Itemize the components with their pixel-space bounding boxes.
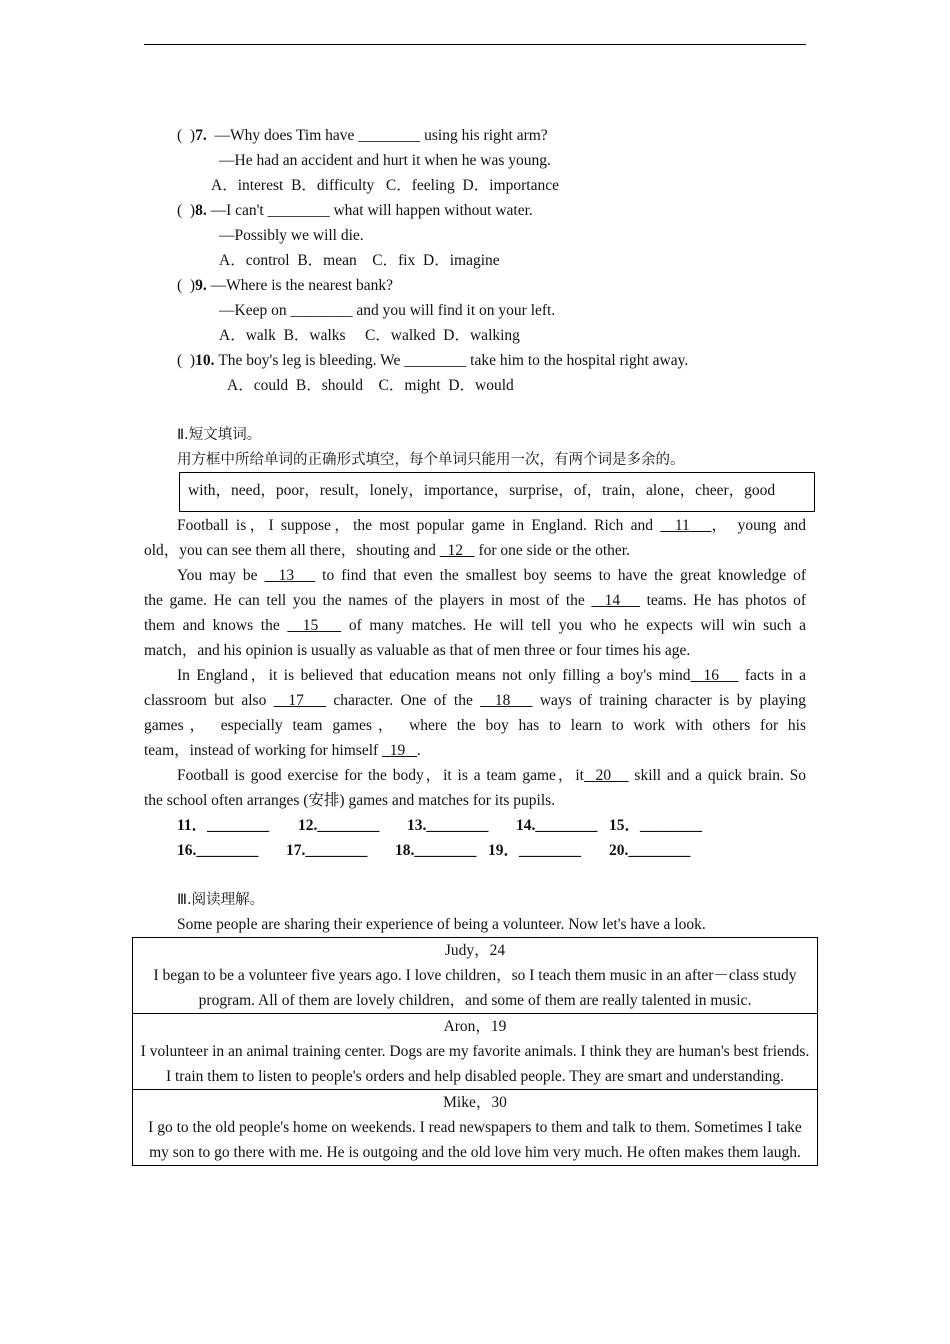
word-box (179, 472, 815, 512)
volunteer-name: Mike，30 (443, 1094, 507, 1111)
blank-19[interactable]: 19 (389, 742, 406, 759)
answer-blank-18[interactable]: 18.________ (395, 842, 477, 859)
question-8: ( )8. —I can't ________ what will happen without water. (177, 202, 533, 219)
passage-line: In England，it is believed that education means not only filling a boy's mind 16 facts in a (177, 667, 807, 684)
answer-blank-17[interactable]: 17.________ (286, 842, 368, 859)
question-8-options: A．control B．mean C．fix D．imagine (219, 252, 500, 269)
blank-17[interactable]: 17 (288, 692, 304, 709)
volunteer-name: Judy，24 (444, 942, 506, 959)
passage-line: classroom but also 17 character. One of the 18 ways of training character is by playing (144, 692, 807, 709)
passage-line: Football is，I suppose，the most popular game in England. Rich and 11 ， young and (177, 517, 806, 534)
passage-line: Football is good exercise for the body，it is a team game，it 20 skill and a quick brain. So (177, 767, 807, 784)
question-10: ( )10. The boy's leg is bleeding. We ________ take him to the hospital right away. (177, 352, 689, 369)
volunteer-text: I began to be a volunteer five years ago. I love children，so I teach them music in an after－class study program. All of them are lovely children，and some of them are really talented in music. (153, 967, 797, 1009)
question-10-options: A．could B．should C．might D．would (227, 377, 514, 394)
question-7-options: A．interest B．difficulty C．feeling D．importance (211, 177, 559, 194)
passage-line: team，instead of working for himself 19 . (144, 742, 421, 759)
section-3-title: Ⅲ.阅读理解。 (177, 892, 265, 908)
answer-blank-12[interactable]: 12.________ (298, 817, 380, 834)
answer-blank-11[interactable]: 11．________ (177, 817, 270, 834)
answer-blank-19[interactable]: 19．________ (488, 842, 582, 859)
answer-blank-20[interactable]: 20.________ (609, 842, 691, 859)
volunteer-text: I go to the old people's home on weekends. I read newspapers to them and talk to them. Sometimes I take my son to go there with me. He is outgoing and the old love him very much. He often makes them laugh. (148, 1119, 802, 1161)
blank-16[interactable]: 16 (703, 667, 719, 684)
section-3-intro: Some people are sharing their experience of being a volunteer. Now let's have a look. (177, 916, 706, 933)
volunteer-text: I volunteer in an animal training center. Dogs are my favorite animals. I think they are human's best friends. I train them to listen to people's orders and help disabled people. They are smart and understanding. (140, 1043, 810, 1085)
answer-blank-15[interactable]: 15．________ (609, 817, 703, 834)
passage-line: them and knows the 15 of many matches. He will tell you who he expects will win such a (144, 617, 807, 634)
volunteer-cell (133, 1014, 818, 1090)
volunteer-cell (133, 1090, 818, 1166)
blank-14[interactable]: 14 (604, 592, 621, 609)
volunteer-cell (133, 938, 818, 1014)
volunteer-name: Aron，19 (443, 1018, 507, 1035)
blank-13[interactable]: 13 (278, 567, 295, 584)
blank-12[interactable]: 12 (447, 542, 463, 559)
header-rule (144, 44, 806, 45)
answer-blank-16[interactable]: 16.________ (177, 842, 259, 859)
blank-15[interactable]: 15 (302, 617, 319, 634)
passage-line: You may be 13 to find that even the smallest boy seems to have the great knowledge of (177, 567, 807, 584)
answer-blank-13[interactable]: 13.________ (407, 817, 489, 834)
table-row (133, 1090, 818, 1166)
passage-line: old，you can see them all there，shouting and 12 for one side or the other. (144, 542, 630, 559)
question-9-options: A．walk B．walks C．walked D．walking (219, 327, 520, 344)
volunteer-table (132, 937, 818, 1166)
question-7: ( )7. —Why does Tim have ________ using his right arm? (177, 127, 548, 144)
table-row (133, 938, 818, 1014)
passage-line: the game. He can tell you the names of the players in most of the 14 teams. He has photos of (144, 592, 807, 609)
question-7-reply: —He had an accident and hurt it when he was young. (219, 152, 551, 169)
passage-line: the school often arranges (安排) games and matches for its pupils. (144, 792, 556, 809)
blank-18[interactable]: 18 (494, 692, 511, 709)
blank-20[interactable]: 20 (595, 767, 612, 784)
section-2-title: Ⅱ.短文填词。 (177, 427, 262, 443)
answer-blank-14[interactable]: 14.________ (516, 817, 598, 834)
blank-11[interactable]: 11 (674, 517, 690, 534)
question-9: ( )9. —Where is the nearest bank? (177, 277, 394, 294)
passage-line: games， especially team games， where the boy has to learn to work with others for his (144, 717, 806, 734)
word-box-list: with，need，poor，result，lonely，importance，surprise，of，train，alone，cheer，good (188, 482, 776, 499)
question-8-reply: —Possibly we will die. (219, 227, 364, 244)
passage-line: match，and his opinion is usually as valuable as that of men three or four times his age. (144, 642, 691, 659)
section-2-instruction: 用方框中所给单词的正确形式填空，每个单词只能用一次，有两个词是多余的。 (177, 452, 685, 468)
table-row (133, 1014, 818, 1090)
question-9-reply: —Keep on ________ and you will find it on your left. (219, 302, 556, 319)
